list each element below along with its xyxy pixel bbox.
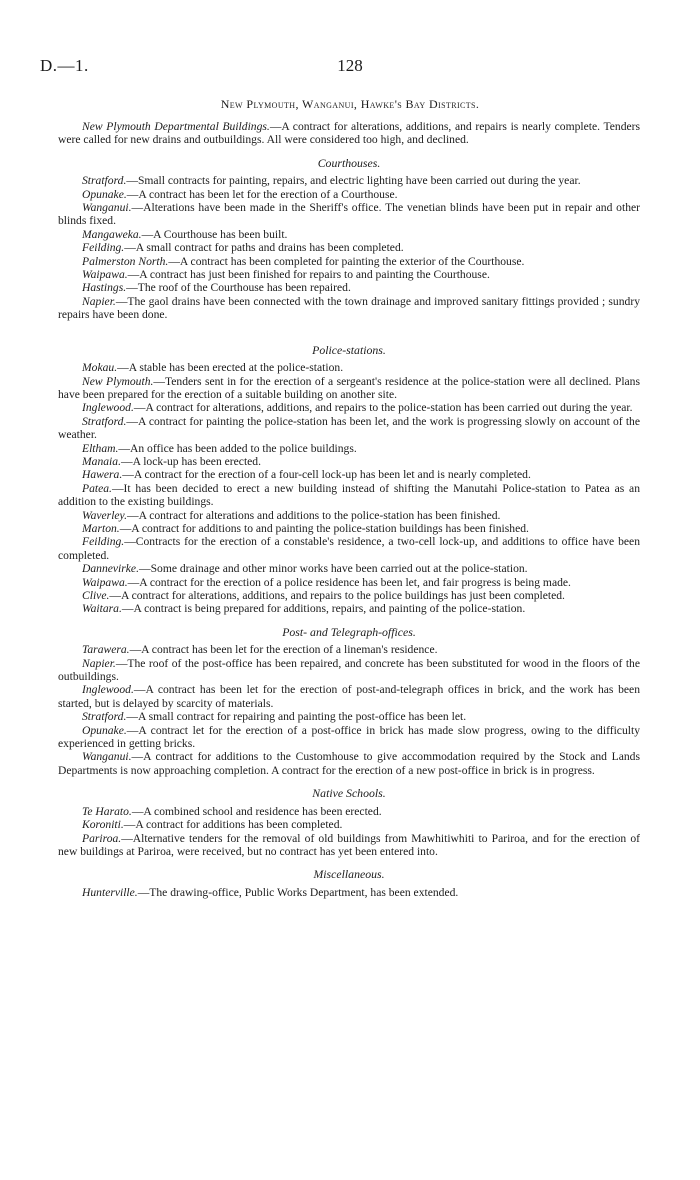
entry-text: —A contract let for the erection of a post-office in brick has made slow progress, owing to the difficulty experienced in getting bricks. bbox=[58, 723, 640, 751]
entry-paragraph bbox=[58, 401, 640, 414]
entry-place: Stratford. bbox=[82, 174, 127, 188]
entry-place: Tarawera. bbox=[82, 643, 130, 657]
entry-text: —A contract for alterations, additions, and repairs to the police buildings has just been completed. bbox=[109, 589, 565, 602]
entry-paragraph bbox=[58, 805, 640, 818]
section bbox=[58, 626, 640, 777]
sections-container bbox=[58, 157, 640, 899]
entry-text: —A contract for the erection of a four-cell lock-up has been let and is nearly completed. bbox=[122, 468, 531, 482]
entry-place: Hunterville. bbox=[82, 885, 138, 899]
entry-place: Wanganui. bbox=[82, 201, 132, 215]
entry-text: —A contract for additions to the Customhouse to give accommodation required by the Stock and Lands Departments is now approaching completion. A contract for the erection of a new post-office in brick is in progress. bbox=[58, 750, 640, 777]
entry-place: Waverley. bbox=[82, 508, 127, 522]
entry-text: —A contract for additions has been completed. bbox=[123, 818, 343, 832]
entry-paragraph bbox=[58, 375, 640, 402]
entry-place: Dannevirke. bbox=[82, 562, 139, 576]
section-heading: Post- and Telegraph-offices. bbox=[282, 624, 416, 639]
entry-text: —A combined school and residence has been erected. bbox=[131, 804, 382, 818]
entry-text: —A contract has been let for the erection of post-and-telegraph offices in brick, and the work has been started, but is delayed by scarcity of materials. bbox=[58, 683, 640, 710]
section-heading: Police-stations. bbox=[312, 342, 386, 357]
entry-place: Opunake. bbox=[82, 187, 127, 201]
entry-text: —Alternative tenders for the removal of old buildings from Mawhitiwhiti to Pariroa, and for the erection of new buildings at Pariroa, were received, but no contract has yet been entered into. bbox=[58, 831, 640, 858]
entry-place: Stratford. bbox=[82, 414, 127, 428]
entry-place: Pariroa. bbox=[82, 831, 122, 845]
section-heading: Native Schools. bbox=[312, 786, 386, 801]
entry-text: —A contract has been let for the erection of a Courthouse. bbox=[126, 187, 398, 201]
entry-paragraph bbox=[58, 602, 640, 615]
entry-paragraph bbox=[58, 832, 640, 859]
entry-place: Wanganui. bbox=[82, 750, 132, 764]
entry-paragraph bbox=[58, 724, 640, 751]
section bbox=[58, 344, 640, 616]
entry-paragraph bbox=[58, 886, 640, 899]
entry-place: Opunake. bbox=[82, 723, 127, 737]
document-id: D.—1. bbox=[40, 56, 89, 75]
entry-place: Hawera. bbox=[82, 468, 123, 482]
entry-paragraph bbox=[58, 576, 640, 589]
entry-text: —A small contract for paths and drains has been completed. bbox=[124, 241, 404, 255]
entry-paragraph bbox=[58, 268, 640, 281]
entry-place: New Plymouth Departmental Buildings. bbox=[82, 120, 270, 133]
entry-text: —A contract has been completed for painting the exterior of the Courthouse. bbox=[168, 254, 525, 268]
entry-paragraph bbox=[58, 468, 640, 481]
entry-place: Napier. bbox=[82, 294, 116, 308]
entry-text: —Some drainage and other minor works have been carried out at the police-station. bbox=[138, 562, 528, 576]
entry-place: Inglewood. bbox=[82, 401, 134, 415]
entry-text: —A Courthouse has been built. bbox=[141, 227, 288, 241]
entry-paragraph bbox=[58, 228, 640, 241]
entry-place: Waipawa. bbox=[82, 575, 128, 589]
entry-place: Marton. bbox=[82, 521, 120, 535]
page-header bbox=[0, 56, 700, 76]
section bbox=[58, 868, 640, 899]
entry-paragraph bbox=[58, 241, 640, 254]
entry-text: —A contract has just been finished for repairs to and painting the Courthouse. bbox=[127, 268, 490, 282]
entry-place: Palmerston North. bbox=[82, 254, 169, 268]
entry-text: —Contracts for the erection of a constable's residence, a two-cell lock-up, and additions to office have been completed. bbox=[58, 535, 640, 562]
entry-place: New Plymouth. bbox=[82, 374, 154, 388]
entry-place: Manaia. bbox=[82, 454, 121, 468]
entry-text: —The roof of the Courthouse has been repaired. bbox=[126, 281, 351, 295]
entry-place: Clive. bbox=[82, 589, 110, 602]
entry-place: Mokau. bbox=[82, 361, 118, 375]
entry-text: —A contract is being prepared for additions, repairs, and painting of the police-station. bbox=[121, 602, 526, 616]
entry-paragraph bbox=[58, 361, 640, 374]
entry-paragraph bbox=[58, 174, 640, 187]
entry-text: —A contract for alterations and additions to the police-station has been finished. bbox=[126, 508, 501, 522]
entry-place: Feilding. bbox=[82, 535, 125, 549]
entry-paragraph bbox=[58, 535, 640, 562]
entry-place: Waitara. bbox=[82, 602, 122, 616]
entry-place: Mangaweka. bbox=[82, 227, 142, 241]
entry-paragraph bbox=[58, 509, 640, 522]
entry-text: —A contract for painting the police-station has been let, and the work is progressing slowly on account of the weather. bbox=[58, 414, 640, 442]
section-heading: Miscellaneous. bbox=[313, 867, 385, 882]
entry-paragraph bbox=[58, 255, 640, 268]
entry-text: —A contract for additions to and painting the police-station buildings has been finished. bbox=[119, 521, 529, 535]
entry-text: —Small contracts for painting, repairs, and electric lighting have been carried out during the year. bbox=[126, 174, 581, 188]
entry-text: —A contract for alterations, additions, and repairs to the police-station has been carried out during the year. bbox=[133, 401, 633, 415]
entry-paragraph bbox=[58, 415, 640, 442]
page-title: New Plymouth, Wanganui, Hawke's Bay Districts. bbox=[220, 97, 480, 111]
entry-text: —An office has been added to the police buildings. bbox=[118, 441, 357, 455]
section bbox=[58, 787, 640, 858]
entry-text: —The gaol drains have been connected with the town drainage and improved sanitary fittings provided ; sundry repairs have been done. bbox=[58, 294, 640, 322]
entry-text: —A contract for alterations, additions, and repairs is nearly complete. Tenders were called for new drains and outbuildings. All were considered too high, and declined. bbox=[58, 120, 641, 147]
entry-text: —A small contract for repairing and painting the post-office has been let. bbox=[126, 710, 467, 724]
entry-paragraph bbox=[58, 750, 640, 777]
entry-paragraph bbox=[58, 482, 640, 509]
section-heading: Courthouses. bbox=[317, 155, 381, 170]
entry-place: Te Harato. bbox=[82, 804, 132, 818]
entry-paragraph bbox=[58, 188, 640, 201]
entry-text: —Alterations have been made in the Sheriff's office. The venetian blinds have been put in repair and other blinds fixed. bbox=[58, 201, 640, 228]
page-number: 128 bbox=[337, 56, 363, 75]
entry-text: —It has been decided to erect a new building instead of shifting the Manutahi Police-station to Patea as an addition to the existing buildings. bbox=[58, 481, 640, 509]
entry-paragraph bbox=[58, 683, 640, 710]
entry-place: Koroniti. bbox=[82, 818, 124, 832]
entry-place: Eltham. bbox=[82, 441, 119, 455]
entry-place: Waipawa. bbox=[82, 268, 128, 282]
entry-paragraph bbox=[58, 295, 640, 322]
entry-place: Patea. bbox=[82, 481, 112, 495]
entry-text: —The drawing-office, Public Works Department, has been extended. bbox=[137, 885, 459, 899]
entry-text: —A stable has been erected at the police-station. bbox=[117, 361, 344, 375]
entry-paragraph bbox=[58, 643, 640, 656]
entry-place: Stratford. bbox=[82, 710, 127, 724]
entry-paragraph bbox=[58, 281, 640, 294]
intro-paragraph bbox=[58, 120, 640, 147]
entry-paragraph bbox=[58, 201, 640, 228]
entry-paragraph bbox=[58, 710, 640, 723]
entry-text: —The roof of the post-office has been repaired, and concrete has been substituted for wood in the floors of the outbuildings. bbox=[58, 656, 640, 684]
entry-paragraph bbox=[58, 455, 640, 468]
entry-place: Feilding. bbox=[82, 241, 125, 255]
entry-paragraph bbox=[58, 657, 640, 684]
entry-paragraph bbox=[58, 442, 640, 455]
entry-place: Inglewood. bbox=[82, 683, 134, 697]
entry-paragraph bbox=[58, 562, 640, 575]
entry-paragraph bbox=[58, 589, 640, 602]
entry-paragraph bbox=[58, 818, 640, 831]
section bbox=[58, 157, 640, 322]
entry-place: Hastings. bbox=[82, 281, 127, 295]
document-body bbox=[58, 120, 640, 899]
entry-text: —A lock-up has been erected. bbox=[120, 454, 262, 468]
entry-place: Napier. bbox=[82, 656, 116, 670]
entry-text: —A contract has been let for the erection of a lineman's residence. bbox=[129, 643, 438, 657]
entry-text: —Tenders sent in for the erection of a sergeant's residence at the police-station were all declined. Plans have been prepared for the erection of a suitable building on another site. bbox=[58, 374, 640, 401]
entry-text: —A contract for the erection of a police residence has been let, and fair progress is being made. bbox=[127, 575, 571, 589]
entry-paragraph bbox=[58, 522, 640, 535]
